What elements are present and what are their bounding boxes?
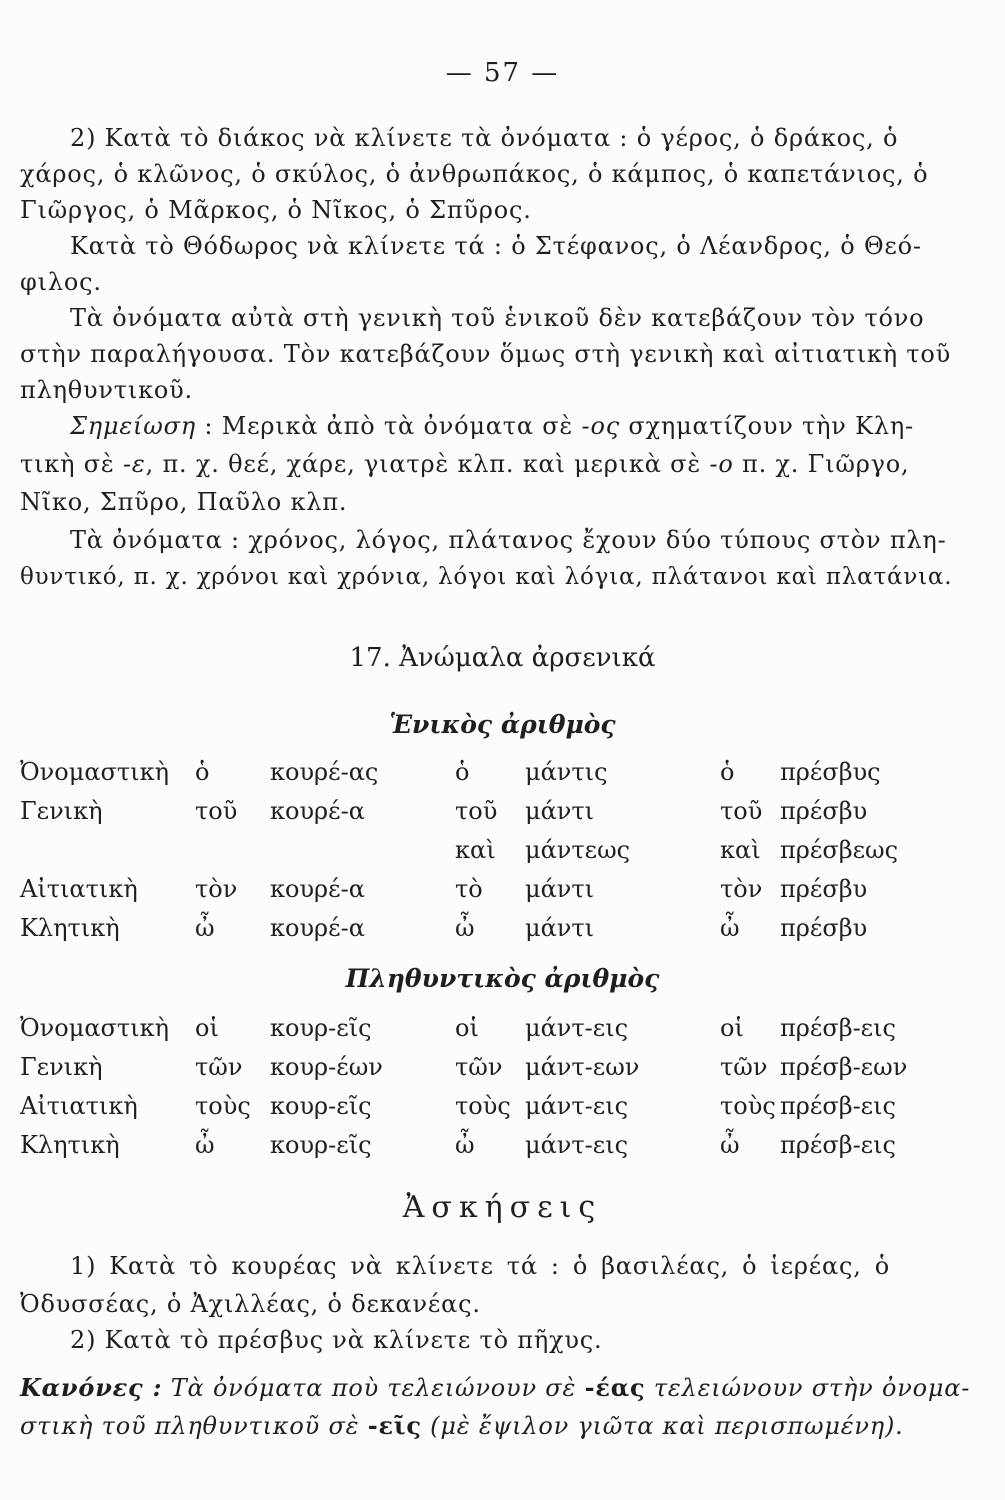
word-form: μάντ-εις xyxy=(525,1014,629,1042)
rule-suffix: -εῖς xyxy=(367,1411,422,1440)
plural-note-line-2: θυντικό, π. χ. χρόνοι καὶ χρόνια, λόγοι καὶ λόγια, πλάτανοι καὶ πλατάνια. xyxy=(20,564,953,590)
note-text: π. χ. Γιῶργο, xyxy=(733,450,910,478)
rule-label: Κανόνες : xyxy=(20,1373,163,1402)
word-form: μάντ-εων xyxy=(525,1053,640,1081)
word-form: κουρ-εῖς xyxy=(270,1131,372,1159)
note-text: τικὴ σὲ xyxy=(20,450,123,478)
case-label: Γενικὴ xyxy=(20,1053,103,1081)
word-form: πρέσβ-εων xyxy=(780,1053,908,1081)
exercises-title: Ἀσκήσεις xyxy=(402,1190,603,1225)
article: τῶν xyxy=(455,1053,503,1081)
word-form: μάντ-εις xyxy=(525,1092,629,1120)
word-form: κουρέ-ας xyxy=(270,758,379,786)
rule-text: στικὴ τοῦ πληθυντικοῦ σὲ xyxy=(20,1412,368,1440)
word-form: μάντεως xyxy=(525,836,631,864)
article: οἱ xyxy=(720,1014,744,1042)
word-form: μάντι xyxy=(525,914,595,942)
word-form: μάντις xyxy=(525,758,608,786)
word-form: μάντι xyxy=(525,875,595,903)
rule-text: τελειώνουν στὴν ὀνομα- xyxy=(645,1374,971,1402)
text-line: πληθυντικοῦ. xyxy=(20,376,193,404)
rule-line-1 xyxy=(20,1373,971,1402)
article: ὦ xyxy=(720,914,740,942)
chapter-title: 17. Ἀνώμαλα ἀρσενικά xyxy=(349,643,656,673)
note-suffix: -ος xyxy=(581,412,620,440)
article: οἱ xyxy=(195,1014,219,1042)
article: ὦ xyxy=(720,1131,740,1159)
plural-note-line-1: Τὰ ὀνόματα : χρόνος, λόγος, πλάτανος ἔχουν δύο τύπους στὸν πλη- xyxy=(70,526,947,554)
article: τῶν xyxy=(720,1053,768,1081)
note-suffix: -ε xyxy=(123,450,146,478)
case-label: Αἰτιατικὴ xyxy=(20,1092,138,1120)
case-label: Κλητικὴ xyxy=(20,914,120,942)
text-line: φιλος. xyxy=(20,268,102,296)
word-form: κουρέ-α xyxy=(270,875,365,903)
rule-text: Τὰ ὀνόματα ποὺ τελειώνουν σὲ xyxy=(162,1374,585,1402)
word-form: κουρ-εῖς xyxy=(270,1014,372,1042)
article: ὦ xyxy=(455,914,475,942)
page-number: — 57 — xyxy=(445,58,560,88)
note-line-2 xyxy=(20,450,910,478)
exercise-1-line-2: Ὀδυσσέας, ὁ Ἀχιλλέας, ὁ δεκανέας. xyxy=(20,1290,481,1318)
article: τοὺς xyxy=(720,1092,776,1120)
word-form: κουρέ-α xyxy=(270,797,365,825)
case-label: Κλητικὴ xyxy=(20,1131,120,1159)
article: καὶ xyxy=(455,836,496,864)
word-form: πρέσβ-εις xyxy=(780,1131,896,1159)
text-line: Τὰ ὀνόματα αὐτὰ στὴ γενικὴ τοῦ ἑνικοῦ δὲν κατεβάζουν τὸν τόνο xyxy=(70,304,925,332)
rule-text: (μὲ ἔψιλον γιῶτα καὶ περισπωμένη). xyxy=(421,1412,904,1440)
text-line: 2) Κατὰ τὸ διάκος νὰ κλίνετε τὰ ὀνόματα : ὁ γέρος, ὁ δράκος, ὁ xyxy=(70,124,899,152)
note-line-1 xyxy=(70,412,914,440)
note-suffix: -ο xyxy=(709,450,734,478)
article: τῶν xyxy=(195,1053,243,1081)
word-form: κουρ-έων xyxy=(270,1053,383,1081)
article: ὁ xyxy=(455,758,470,786)
case-label: Γενικὴ xyxy=(20,797,103,825)
note-text: , π. χ. θεέ, χάρε, γιατρὲ κλπ. καὶ μερικὰ σὲ xyxy=(145,450,710,478)
word-form: πρέσβυ xyxy=(780,914,868,942)
note-text: σχηματίζουν τὴν Κλη- xyxy=(619,412,914,440)
article: τὸν xyxy=(195,875,238,903)
article: τοῦ xyxy=(455,797,498,825)
word-form: πρέσβυς xyxy=(780,758,881,786)
article: τοὺς xyxy=(195,1092,251,1120)
article: ὦ xyxy=(455,1131,475,1159)
note-line-3: Νῖκο, Σπῦρο, Παῦλο κλπ. xyxy=(20,488,348,516)
text-line: Κατὰ τὸ Θόδωρος νὰ κλίνετε τά : ὁ Στέφανος, ὁ Λέανδρος, ὁ Θεό- xyxy=(70,232,922,260)
article: τὸν xyxy=(720,875,763,903)
exercise-2: 2) Κατὰ τὸ πρέσβυς νὰ κλίνετε τὸ πῆχυς. xyxy=(70,1326,603,1354)
word-form: μάντι xyxy=(525,797,595,825)
word-form: μάντ-εις xyxy=(525,1131,629,1159)
article: ὁ xyxy=(195,758,210,786)
word-form: πρέσβ-εις xyxy=(780,1014,896,1042)
word-form: πρέσβ-εις xyxy=(780,1092,896,1120)
article: τοὺς xyxy=(455,1092,511,1120)
note-label: Σημείωση xyxy=(70,412,196,440)
word-form: πρέσβυ xyxy=(780,797,868,825)
article: ὁ xyxy=(720,758,735,786)
article: τοῦ xyxy=(195,797,238,825)
article: ὦ xyxy=(195,1131,215,1159)
word-form: κουρέ-α xyxy=(270,914,365,942)
note-text: : Μερικὰ ἀπὸ τὰ ὀνόματα σὲ xyxy=(195,412,582,440)
rule-line-2 xyxy=(20,1411,904,1440)
word-form: πρέσβυ xyxy=(780,875,868,903)
plural-title: Πληθυντικὸς ἀριθμὸς xyxy=(345,964,660,993)
text-line: χάρος, ὁ κλῶνος, ὁ σκύλος, ὁ ἀνθρωπάκος, ὁ κάμπος, ὁ καπετάνιος, ὁ xyxy=(20,160,929,188)
article: τοῦ xyxy=(720,797,763,825)
case-label: Αἰτιατικὴ xyxy=(20,875,138,903)
word-form: πρέσβεως xyxy=(780,836,899,864)
article: οἱ xyxy=(455,1014,479,1042)
exercise-1-line-1: 1) Κατὰ τὸ κουρέας νὰ κλίνετε τά : ὁ βασιλέας, ὁ ἱερέας, ὁ xyxy=(70,1252,890,1280)
article: τὸ xyxy=(455,875,483,903)
article: ὦ xyxy=(195,914,215,942)
rule-suffix: -έας xyxy=(584,1373,646,1402)
text-line: στὴν παραλήγουσα. Τὸν κατεβάζουν ὅμως στὴ γενικὴ καὶ αἰτιατικὴ τοῦ xyxy=(20,340,952,368)
article: καὶ xyxy=(720,836,761,864)
case-label: Ὀνομαστικὴ xyxy=(20,758,169,786)
word-form: κουρ-εῖς xyxy=(270,1092,372,1120)
text-line: Γιῶργος, ὁ Μᾶρκος, ὁ Νῖκος, ὁ Σπῦρος. xyxy=(20,196,532,224)
singular-title: Ἑνικὸς ἀριθμὸς xyxy=(389,710,616,739)
case-label: Ὀνομαστικὴ xyxy=(20,1014,169,1042)
